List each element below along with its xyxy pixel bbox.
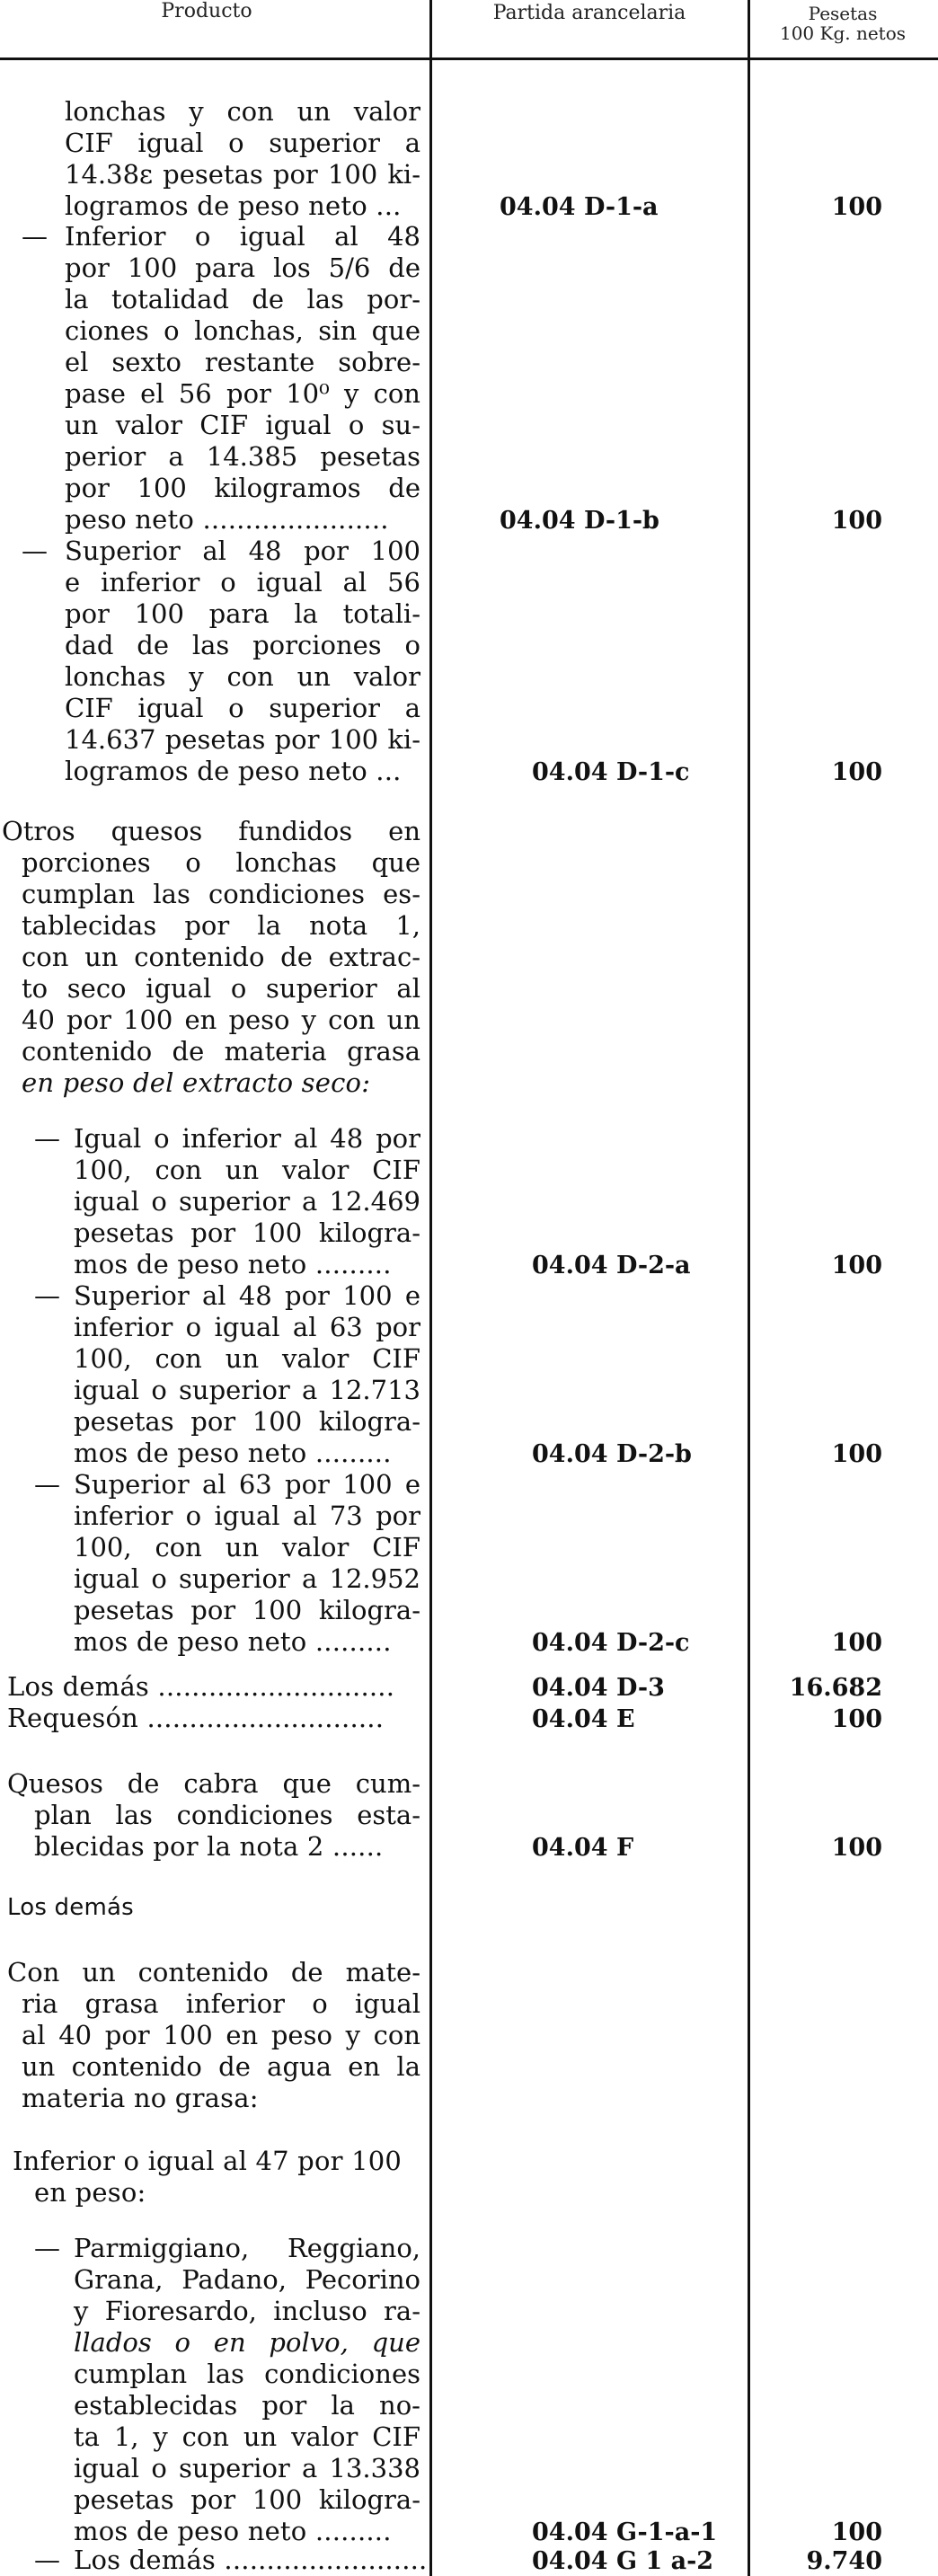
entry-line: Superior al 48 por 100 e <box>74 1280 420 1311</box>
entry-line: el sexto restante sobre- <box>65 347 420 377</box>
entry-line: Los demás ........................ <box>74 2545 428 2575</box>
entry-line: igual o superior a 12.952 <box>74 1563 420 1594</box>
entry-line: Superior al 48 por 100 <box>65 536 420 566</box>
tariff-code: 04.04 D-1-b <box>500 507 659 535</box>
entry-line: en peso del extracto seco: <box>22 1067 371 1098</box>
dash-bullet: — <box>22 221 48 252</box>
tariff-value: 100 <box>831 1252 882 1279</box>
entry-line: logramos de peso neto ... <box>65 756 402 786</box>
entry-line: 100, con un valor CIF <box>74 1343 420 1374</box>
pesetas-line-2: 100 Kg. netos <box>779 22 907 44</box>
dash-bullet: — <box>34 1123 60 1154</box>
column-divider-2 <box>748 0 750 2576</box>
entry-line: e inferior o igual al 56 <box>65 567 420 598</box>
tariff-code: 04.04 E <box>532 1705 635 1733</box>
entry-line: mos de peso neto ......... <box>74 1438 392 1468</box>
entry-line: mos de peso neto ......... <box>74 1626 392 1657</box>
section-heading-los-demas: Los demás <box>7 1894 134 1921</box>
entry-line: Superior al 63 por 100 e <box>74 1469 420 1500</box>
tariff-value: 100 <box>831 1629 882 1657</box>
entry-line: logramos de peso neto ... <box>65 190 402 221</box>
tariff-code: 04.04 F <box>532 1834 634 1862</box>
entry-line: 100, con un valor CIF <box>74 1532 420 1562</box>
tariff-value: 100 <box>831 2518 882 2546</box>
entry-line: 40 por 100 en peso y con un <box>22 1005 420 1035</box>
entry-line: ta 1, y con un valor CIF <box>74 2421 420 2452</box>
tariff-value: 100 <box>831 193 882 221</box>
entry-line: un valor CIF igual o su- <box>65 410 420 440</box>
column-header-producto: Producto <box>161 0 252 22</box>
entry-line: la totalidad de las por- <box>65 284 420 314</box>
entry-line: pesetas por 100 kilogra- <box>74 1595 420 1625</box>
entry-line: peso neto ...................... <box>65 504 389 535</box>
entry-line: blecidas por la nota 2 ...... <box>34 1831 384 1862</box>
entry-line: inferior o igual al 73 por <box>74 1500 420 1531</box>
tariff-value: 100 <box>831 1834 882 1862</box>
entry-line: un contenido de agua en la <box>22 2051 420 2082</box>
dash-bullet: — <box>34 1469 60 1500</box>
entry-line: llados o en polvo, que <box>74 2327 420 2358</box>
entry-line: porciones o lonchas que <box>22 847 420 878</box>
entry-line: mos de peso neto ......... <box>74 1249 392 1279</box>
tariff-code: 04.04 D-3 <box>532 1674 665 1702</box>
tariff-code: 04.04 D-1-c <box>532 758 690 786</box>
tariff-code: 04.04 D-2-c <box>532 1629 690 1657</box>
entry-line: igual o superior a 12.713 <box>74 1375 420 1405</box>
entry-line: Igual o inferior al 48 por <box>74 1123 420 1154</box>
entry-line: por 100 para los 5/6 de <box>65 252 420 283</box>
tariff-value: 100 <box>831 1705 882 1733</box>
entry-line: lonchas y con un valor <box>65 661 420 692</box>
tariff-value: 100 <box>831 1440 882 1468</box>
dash-bullet: — <box>34 1280 60 1311</box>
entry-line: Inferior o igual al 48 <box>65 221 420 252</box>
entry-line: Quesos de cabra que cum- <box>7 1768 420 1799</box>
tariff-value: 100 <box>831 758 882 786</box>
tariff-code: 04.04 D-1-a <box>500 193 659 221</box>
column-header-pesetas <box>748 4 938 43</box>
entry-line: cumplan las condiciones es- <box>22 879 420 909</box>
entry-line: pesetas por 100 kilogra- <box>74 1217 420 1248</box>
entry-line: Con un contenido de mate- <box>7 1957 420 1987</box>
entry-line: plan las condiciones esta- <box>34 1800 420 1830</box>
column-header-partida: Partida arancelaria <box>492 2 686 24</box>
dash-bullet: — <box>22 536 48 566</box>
entry-line: ria grasa inferior o igual <box>22 1988 420 2019</box>
dash-bullet: — <box>34 2233 60 2263</box>
entry-line: y Fioresardo, incluso ra- <box>74 2296 420 2326</box>
tariff-value: 16.682 <box>789 1674 882 1702</box>
entry-line: Requesón ............................ <box>7 1703 385 1733</box>
entry-line: con un contenido de extrac- <box>22 942 420 972</box>
entry-line: CIF igual o superior a <box>65 128 420 158</box>
entry-line: perior a 14.385 pesetas <box>65 441 420 472</box>
entry-line: pesetas por 100 kilogra- <box>74 1406 420 1437</box>
tariff-value: 9.740 <box>806 2547 882 2575</box>
entry-line: contenido de materia grasa <box>22 1036 420 1067</box>
entry-line: igual o superior a 12.469 <box>74 1186 420 1217</box>
entry-line: Otros quesos fundidos en <box>2 816 420 846</box>
entry-line: ciones o lonchas, sin que <box>65 315 420 346</box>
entry-line: CIF igual o superior a <box>65 693 420 723</box>
tariff-code: 04.04 G 1 a-2 <box>532 2547 714 2575</box>
entry-line: 100, con un valor CIF <box>74 1155 420 1185</box>
tariff-code: 04.04 D-2-b <box>532 1440 692 1468</box>
pesetas-line-1: Pesetas <box>808 3 878 24</box>
entry-line: lonchas y con un valor <box>65 96 420 127</box>
entry-line: tablecidas por la nota 1, <box>22 910 420 941</box>
tariff-value: 100 <box>831 507 882 535</box>
dash-bullet: — <box>34 2545 60 2575</box>
entry-line: inferior o igual al 63 por <box>74 1312 420 1342</box>
header-rule <box>0 58 938 60</box>
entry-line: pase el 56 por 10⁰ y con <box>65 378 420 409</box>
entry-line: por 100 kilogramos de <box>65 473 420 503</box>
entry-line: materia no grasa: <box>22 2083 259 2113</box>
entry-line: to seco igual o superior al <box>22 973 420 1004</box>
entry-line: en peso: <box>34 2177 146 2208</box>
entry-line: dad de las porciones o <box>65 630 420 660</box>
entry-line: establecidas por la no- <box>74 2390 420 2421</box>
tariff-code: 04.04 D-2-a <box>532 1252 691 1279</box>
entry-line: cumplan las condiciones <box>74 2359 420 2389</box>
entry-line: igual o superior a 13.338 <box>74 2453 420 2483</box>
tariff-code: 04.04 G-1-a-1 <box>532 2518 718 2546</box>
column-divider-1 <box>429 0 432 2576</box>
entry-line: Grana, Padano, Pecorino <box>74 2264 420 2295</box>
entry-line: Los demás ............................ <box>7 1671 395 1702</box>
entry-line: 14.38ε pesetas por 100 ki- <box>65 159 420 190</box>
entry-line: 14.637 pesetas por 100 ki- <box>65 724 420 755</box>
entry-line: Inferior o igual al 47 por 100 <box>13 2146 403 2176</box>
entry-line: al 40 por 100 en peso y con <box>22 2020 420 2050</box>
entry-line: pesetas por 100 kilogra- <box>74 2484 420 2515</box>
entry-line: mos de peso neto ......... <box>74 2516 392 2546</box>
entry-line: Parmiggiano, Reggiano, <box>74 2233 420 2263</box>
entry-line: por 100 para la totali- <box>65 598 420 629</box>
